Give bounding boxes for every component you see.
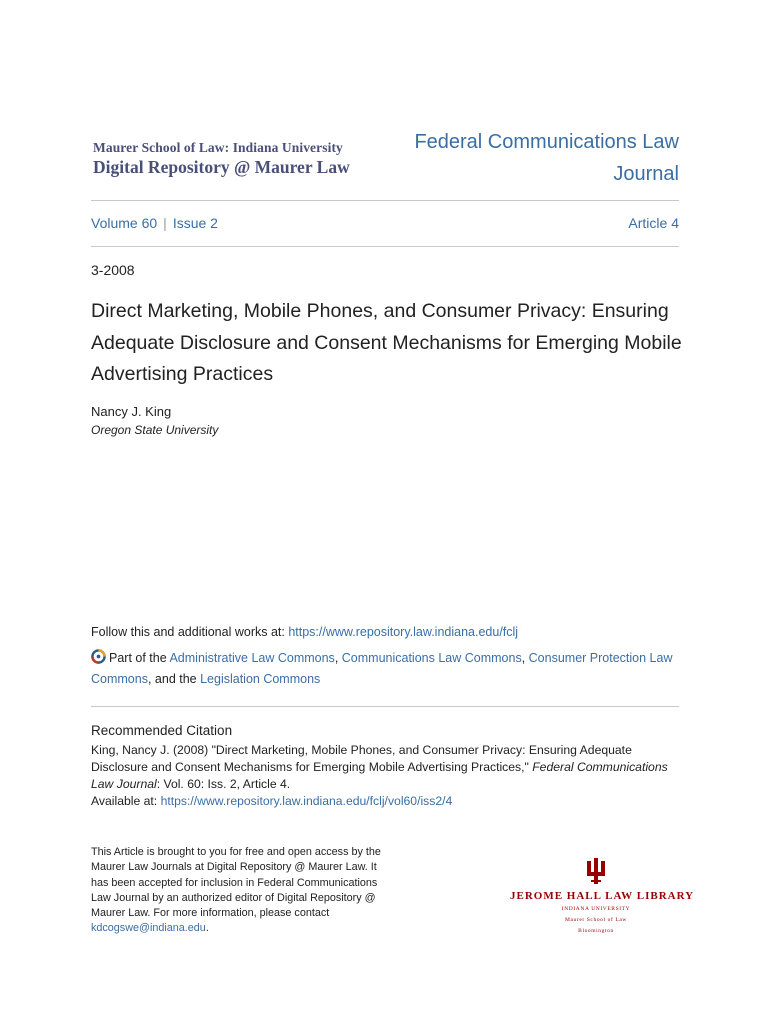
consumer-protection-law-commons-link[interactable]: Consumer Protection Law Commons [91, 651, 673, 686]
repository-logo[interactable] [93, 140, 373, 178]
citation-heading: Recommended Citation [91, 723, 233, 738]
part-of-sep2: , [521, 651, 529, 665]
publication-date: 3-2008 [91, 262, 135, 278]
contact-email-link[interactable]: kdcogswe@indiana.edu [91, 922, 206, 935]
follow-works [91, 625, 518, 639]
iu-trident-icon [586, 858, 606, 884]
volume-issue-separator: | [163, 215, 167, 231]
divider-citation [91, 706, 679, 707]
repository-logo-line2: Digital Repository @ Maurer Law [93, 157, 350, 177]
issue-link[interactable]: Issue 2 [172, 215, 218, 231]
follow-url-link[interactable]: https://www.repository.law.indiana.edu/fclj [288, 625, 519, 639]
library-name: JEROME HALL LAW LIBRARY [510, 890, 695, 902]
citation-available-label: Available at: [91, 794, 161, 808]
volume-link[interactable]: Volume 60 [91, 215, 158, 231]
repository-logo-line1: Maurer School of Law: Indiana University [93, 140, 343, 155]
legislation-commons-link[interactable]: Legislation Commons [200, 672, 321, 686]
part-of-prefix: Part of the [109, 651, 170, 665]
part-of-disciplines [91, 648, 691, 690]
administrative-law-commons-link[interactable]: Administrative Law Commons [169, 651, 335, 665]
volume-issue [91, 215, 218, 231]
journal-title-link[interactable] [389, 126, 679, 190]
citation-journal: Federal Communications Law Journal [91, 760, 668, 791]
library-sub2: Maurer School of Law [565, 917, 627, 923]
open-access-note [91, 845, 391, 937]
access-note-text: This Article is brought to you for free and open access by the Maurer Law Journals at Digital Repository @ Maurer Law. It has been accepted for inclusion in Federal Communications Law Journal by an authorized editor of Digital Repository @ Maurer Law. For more information, please contact [91, 846, 381, 920]
article-title: Direct Marketing, Mobile Phones, and Consumer Privacy: Ensuring Adequate Disclosure and Consent Mechanisms for Emerging Mobile Advertising Practices [91, 300, 682, 385]
journal-title-line1: Federal Communications Law [414, 131, 679, 153]
part-of-sep1: , [334, 651, 342, 665]
library-logo [510, 858, 695, 935]
bepress-commons-icon [91, 649, 106, 664]
follow-text: Follow this and additional works at: [91, 625, 289, 639]
part-of-sep3: , and the [147, 672, 201, 686]
citation-details: : Vol. 60: Iss. 2, Article 4. [156, 777, 291, 791]
author-affiliation: Oregon State University [91, 423, 219, 437]
journal-title-line2: Journal [613, 163, 679, 185]
library-sub1: INDIANA UNIVERSITY [561, 906, 631, 912]
access-note-suffix: . [205, 922, 209, 935]
author-name: Nancy J. King [91, 404, 172, 419]
citation-body [91, 742, 671, 810]
communications-law-commons-link[interactable]: Communications Law Commons [341, 651, 522, 665]
library-sub3: Bloomington [578, 928, 614, 934]
divider-middle [91, 246, 679, 247]
citation-url-link[interactable]: https://www.repository.law.indiana.edu/fclj/vol60/iss2/4 [160, 794, 453, 808]
divider-top [91, 200, 679, 201]
citation-text: King, Nancy J. (2008) "Direct Marketing, Mobile Phones, and Consumer Privacy: Ensuring Adequate Disclosure and Consent Mechanisms for Emerging Mobile Advertising Practices," [91, 743, 632, 774]
article-number-link[interactable]: Article 4 [628, 215, 679, 231]
